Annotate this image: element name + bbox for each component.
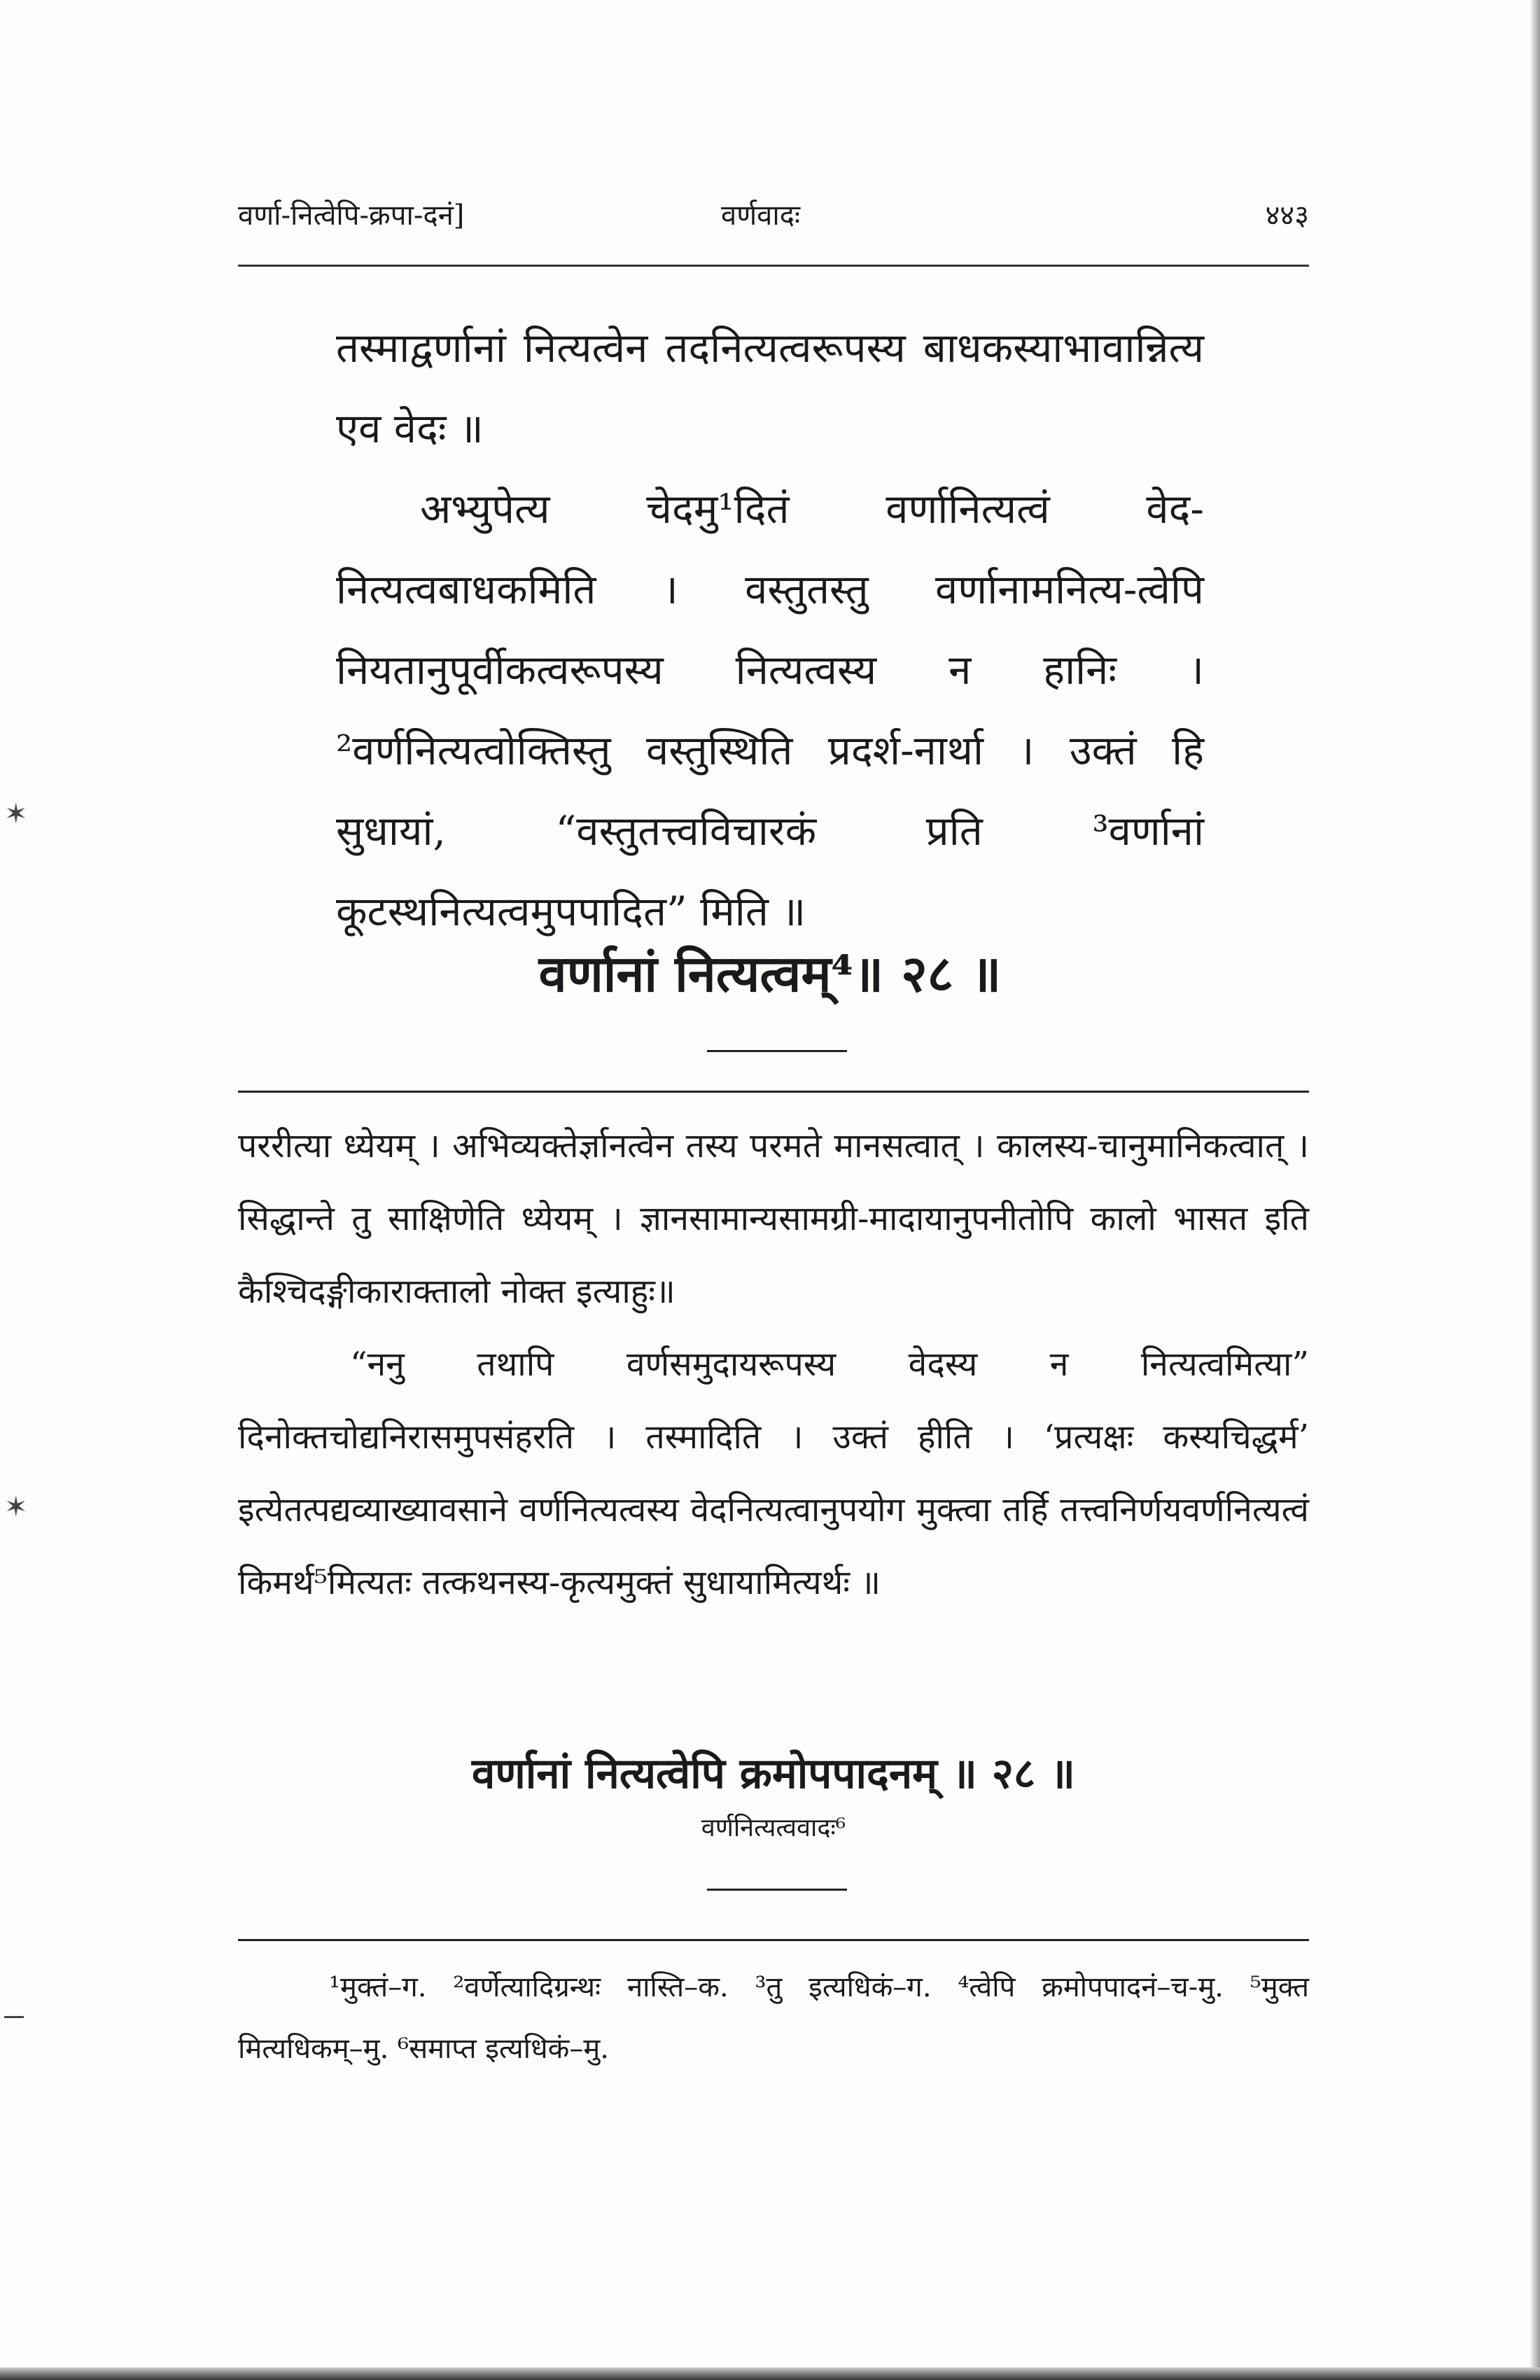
main-paragraph-1: तस्माद्वर्णानां नित्यत्वेन तदनित्यत्वरूपस्य बाधकस्याभावान्नित्य एव वेदः ॥ bbox=[336, 324, 1204, 452]
section-divider bbox=[707, 1050, 847, 1052]
colophon-divider bbox=[707, 1889, 847, 1891]
section-end-heading: वर्णानां नित्यत्वम्⁴॥ २८ ॥ bbox=[538, 944, 1002, 1003]
footnote-text: ¹मुक्तं–ग. ²वर्णेत्यादिग्रन्थः नास्ति–क. ³तु इत्यधिकं–ग. ⁴त्वेपि क्रमोपपादनं–च-मु. ⁵मुक्त मित्यधिकम्–मु. ⁶समाप्त इत्यधिकं–मु. bbox=[238, 1971, 1309, 2065]
running-head-left: वर्णा-नित्वेपि-क्रपा-दनं] bbox=[238, 200, 465, 232]
main-text bbox=[336, 308, 1204, 952]
running-head bbox=[238, 195, 1309, 237]
commentary-paragraph-1: पररीत्या ध्येयम् । अभिव्यक्तेर्ज्ञानत्वेन तस्य परमते मानसत्वात् । कालस्य-चानुमानिकत्वात् । सिद्धान्ते तु साक्षिणेति ध्येयम् । ज्ञानसामान्यसामग्री-मादायानुपनीतोपि कालो भासत इति कैश्चिदङ्गीकाराक्तालो नोक्त इत्याहुः॥ bbox=[238, 1126, 1309, 1311]
margin-mark-dash bbox=[4, 2016, 24, 2018]
main-paragraph-2: अभ्युपेत्य चेदमु¹दितं वर्णानित्यत्वं वेद-नित्यत्वबाधकमिति । वस्तुतस्तु वर्णानामनित्य-त्वेपि नियतानुपूर्वीकत्वरूपस्य नित्यत्वस्य न हानिः । ²वर्णनित्यत्वोक्तिस्तु वस्तुस्थिति प्रदर्श-नार्था । उक्तं हि सुधायां, “वस्तुतत्त्वविचारकं प्रति ³वर्णानां कूटस्थनित्यत्वमुपपादित” मिति ॥ bbox=[336, 485, 1204, 935]
margin-mark-star: ✶ bbox=[4, 798, 28, 830]
scan-edge-right bbox=[1530, 0, 1540, 2380]
commentary-rule bbox=[238, 1091, 1309, 1093]
page-number: ४४३ bbox=[1265, 200, 1309, 232]
running-head-rule bbox=[238, 265, 1309, 267]
commentary-end-heading: वर्णानां नित्यत्वेपि क्रमोपपादनम् ॥ २८ ॥ bbox=[471, 1749, 1075, 1798]
scan-edge-bottom bbox=[0, 2367, 1540, 2380]
margin-mark-star: ✶ bbox=[4, 1491, 28, 1523]
footnotes bbox=[238, 1956, 1309, 2080]
commentary-paragraph-2: “ननु तथापि वर्णसमुदायरूपस्य वेदस्य न नित्यत्वमित्या” दिनोक्तचोद्यनिरासमुपसंहरति । तस्मादिति । उक्तं हीति । ‘प्रत्यक्षः कस्यचिद्धर्म’ इत्येतत्पद्यव्याख्यावसाने वर्णनित्यत्वस्य वेदनित्यत्वानुपयोग मुक्त्वा तर्हि तत्त्वनिर्णयवर्णनित्यत्वं किमर्थ⁵मित्यतः तत्कथनस्य-कृत्यमुक्तं सुधायामित्यर्थः ॥ bbox=[238, 1345, 1309, 1602]
commentary bbox=[238, 1110, 1309, 1619]
running-head-title: वर्णवादः bbox=[721, 200, 801, 232]
footnote-rule bbox=[238, 1939, 1309, 1941]
colophon: वर्णनित्यत्ववादः⁶ bbox=[701, 1814, 846, 1842]
